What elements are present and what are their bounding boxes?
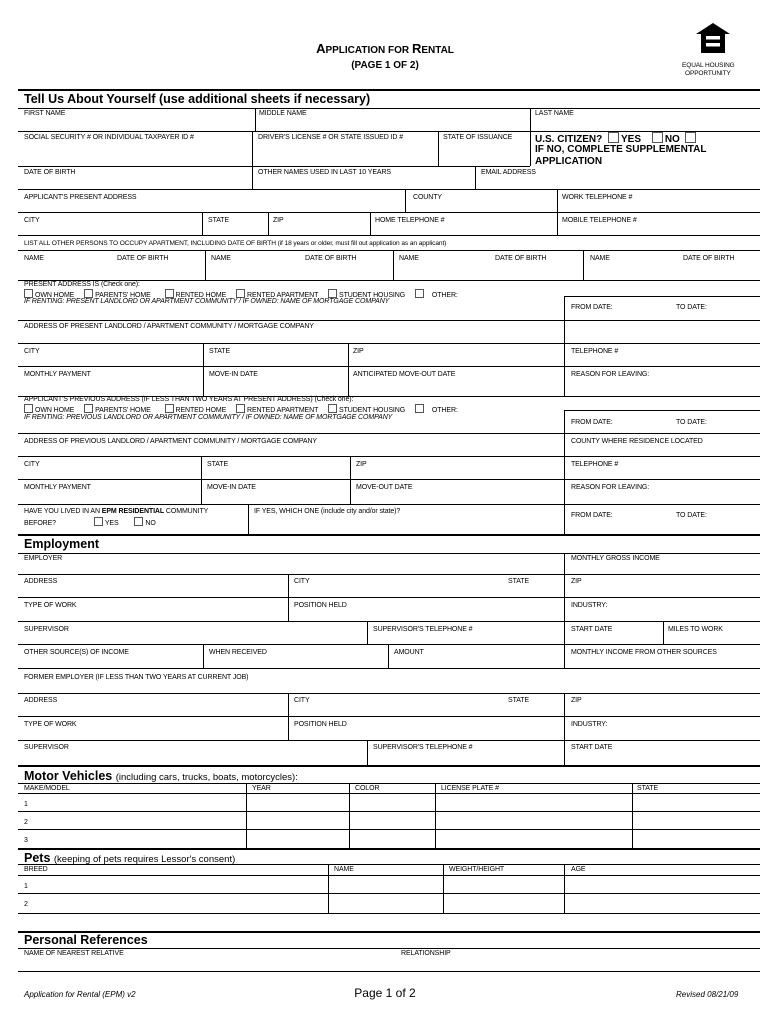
present-zip-label: ZIP	[353, 348, 364, 355]
emp-miles-label: MILES TO WORK	[668, 626, 723, 633]
occupant-name-label: NAME	[211, 255, 231, 262]
other-checkbox[interactable]	[415, 289, 424, 298]
license-label: DRIVER'S LICENSE # OR STATE ISSUED ID #	[258, 134, 403, 141]
vehicle-color-label: COLOR	[355, 785, 380, 792]
footer-revised: Revised 08/21/09	[676, 990, 739, 999]
city-label: CITY	[24, 217, 40, 224]
emp-supervisor-label: SUPERVISOR	[24, 626, 69, 633]
prev-rented-home-checkbox[interactable]	[165, 404, 174, 413]
present-city-label: CITY	[24, 348, 40, 355]
present-telephone-label: TELEPHONE #	[571, 348, 619, 355]
pet-weight-label: WEIGHT/HEIGHT	[449, 866, 505, 873]
emp-position-label: POSITION HELD	[294, 602, 347, 609]
occupant-dob-label: DATE OF BIRTH	[117, 255, 169, 262]
motor-title: Motor Vehicles	[24, 769, 113, 783]
relationship-label: RELATIONSHIP	[401, 950, 451, 957]
other-names-label: OTHER NAMES USED IN LAST 10 YEARS	[258, 169, 391, 176]
title-part: ENTAL	[421, 45, 454, 56]
prev-parents-home-checkbox[interactable]	[84, 404, 93, 413]
present-to-date-label: TO DATE:	[676, 304, 707, 311]
previous-intro: APPLICANT'S PREVIOUS ADDRESS (IF LESS THAN TWO YEARS AT PRESENT ADDRESS) (Check one):	[24, 396, 354, 403]
ssn-label: SOCIAL SECURITY # OR INDIVIDUAL TAXPAYER ID #	[24, 134, 194, 141]
emp-supervisor-phone-label: SUPERVISOR'S TELEPHONE #	[373, 626, 473, 633]
emp-start-label: START DATE	[571, 626, 613, 633]
vehicle-state-label: STATE	[637, 785, 659, 792]
state-issuance-label: STATE OF ISSUANCE	[443, 134, 513, 141]
previous-landlord-label: IF RENTING: PREVIOUS LANDLORD OR APARTMENT COMMUNITY / IF OWNED: NAME OF MORTGAGE COMPANY	[24, 414, 393, 421]
citizen-no-checkbox[interactable]	[652, 132, 663, 143]
epm-yes-checkbox[interactable]	[94, 517, 103, 526]
former-employer-label: FORMER EMPLOYER (IF LESS THAN TWO YEARS AT CURRENT JOB)	[24, 674, 249, 681]
present-move-in-label: MOVE-IN DATE	[209, 371, 258, 378]
present-landlord-address-label: ADDRESS OF PRESENT LANDLORD / APARTMENT COMMUNITY / MORTGAGE COMPANY	[24, 323, 314, 330]
middle-name-label: MIDDLE NAME	[259, 110, 307, 117]
former-supervisor-label: SUPERVISOR	[24, 744, 69, 751]
option-label: OWN HOME	[35, 292, 75, 299]
title-part: A	[316, 41, 326, 56]
occupant-dob-label: DATE OF BIRTH	[305, 255, 357, 262]
page-subtitle: (PAGE 1 OF 2)	[351, 60, 419, 71]
previous-from-date-label: FROM DATE:	[571, 419, 613, 426]
option-label: PARENTS' HOME	[95, 407, 151, 414]
occupant-dob-label: DATE OF BIRTH	[683, 255, 735, 262]
option-label: RENTED APARTMENT	[247, 292, 319, 299]
home-phone-label: HOME TELEPHONE #	[375, 217, 445, 224]
option-label: OTHER:	[431, 292, 458, 299]
previous-reason-label: REASON FOR LEAVING:	[571, 484, 650, 491]
eho-line2: OPPORTUNITY	[685, 70, 731, 77]
epm-before-row	[24, 517, 156, 528]
epm-from-date-label: FROM DATE:	[571, 512, 613, 519]
epm-which-label: IF YES, WHICH ONE (include city and/or state)?	[254, 508, 401, 515]
epm-no-label: NO	[145, 520, 156, 527]
present-move-out-label: ANTICIPATED MOVE-OUT DATE	[353, 371, 456, 378]
previous-landlord-address-label: ADDRESS OF PREVIOUS LANDLORD / APARTMENT COMMUNITY / MORTGAGE COMPANY	[24, 438, 317, 445]
former-industry-label: INDUSTRY:	[571, 721, 608, 728]
pet-name-label: NAME	[334, 866, 354, 873]
option-label: OTHER:	[431, 407, 458, 414]
option-label: RENTED APARTMENT	[247, 407, 319, 414]
own-home-checkbox[interactable]	[24, 289, 33, 298]
present-from-date-label: FROM DATE:	[571, 304, 613, 311]
previous-state-label: STATE	[207, 461, 229, 468]
vehicle-row-number: 3	[24, 837, 28, 844]
emp-zip-label: ZIP	[571, 578, 582, 585]
mobile-phone-label: MOBILE TELEPHONE #	[562, 217, 637, 224]
epm-yes-label: YES	[104, 520, 119, 527]
previous-telephone-label: TELEPHONE #	[571, 461, 619, 468]
occupant-name-label: NAME	[590, 255, 610, 262]
citizen-no-label: NO	[664, 134, 680, 145]
pet-age-label: AGE	[571, 866, 586, 873]
occupants-label: LIST ALL OTHER PERSONS TO OCCUPY APARTMENT, INCLUDING DATE OF BIRTH (if 18 years or older, must fill out application as an applicant)	[24, 240, 447, 247]
former-city-label: CITY	[294, 697, 310, 704]
section-employment-title: Employment	[24, 537, 100, 551]
present-landlord-label: IF RENTING: PRESENT LANDLORD OR APARTMENT COMMUNITY / IF OWNED: NAME OF MORTGAGE COMPANY	[24, 298, 390, 305]
citizen-no-box[interactable]	[685, 132, 696, 143]
vehicle-row-number: 1	[24, 801, 28, 808]
rented-apartment-checkbox[interactable]	[236, 289, 245, 298]
rented-home-checkbox[interactable]	[165, 289, 174, 298]
monthly-other-label: MONTHLY INCOME FROM OTHER SOURCES	[571, 649, 717, 656]
work-phone-label: WORK TELEPHONE #	[562, 194, 633, 201]
previous-city-label: CITY	[24, 461, 40, 468]
epm-q-part: COMMUNITY	[164, 508, 209, 515]
option-label: STUDENT HOUSING	[339, 407, 406, 414]
option-label: STUDENT HOUSING	[339, 292, 406, 299]
nearest-relative-label: NAME OF NEAREST RELATIVE	[24, 950, 124, 957]
equal-housing-icon	[695, 22, 731, 54]
former-position-label: POSITION HELD	[294, 721, 347, 728]
present-intro: PRESENT ADDRESS IS (Check one):	[24, 281, 140, 288]
vehicle-make-label: MAKE/MODEL	[24, 785, 70, 792]
emp-address-label: ADDRESS	[24, 578, 58, 585]
emp-state-label: STATE	[508, 578, 530, 585]
prev-own-home-checkbox[interactable]	[24, 404, 33, 413]
occupant-dob-label: DATE OF BIRTH	[495, 255, 547, 262]
emp-type-label: TYPE OF WORK	[24, 602, 77, 609]
epm-q-part: HAVE YOU LIVED IN AN	[24, 508, 102, 515]
former-zip-label: ZIP	[571, 697, 582, 704]
option-label: RENTED HOME	[175, 292, 227, 299]
present-monthly-payment-label: MONTHLY PAYMENT	[24, 371, 91, 378]
footer-page-number: Page 1 of 2	[354, 986, 416, 1000]
former-supervisor-phone-label: SUPERVISOR'S TELEPHONE #	[373, 744, 473, 751]
epm-no-checkbox[interactable]	[134, 517, 143, 526]
epm-q-bold: EPM RESIDENTIAL	[101, 508, 165, 515]
eho-line1: EQUAL HOUSING	[682, 62, 735, 69]
pet-row-number: 1	[24, 883, 28, 890]
page-title	[0, 41, 770, 56]
former-address-label: ADDRESS	[24, 697, 58, 704]
parents-home-checkbox[interactable]	[84, 289, 93, 298]
previous-move-out-label: MOVE-OUT DATE	[356, 484, 413, 491]
previous-county-label: COUNTY WHERE RESIDENCE LOCATED	[571, 438, 703, 445]
email-label: EMAIL ADDRESS	[481, 169, 536, 176]
prev-other-checkbox[interactable]	[415, 404, 424, 413]
first-name-label: FIRST NAME	[24, 110, 66, 117]
footer-form-id: Application for Rental (EPM) v2	[24, 990, 136, 999]
emp-industry-label: INDUSTRY:	[571, 602, 608, 609]
pets-note: (keeping of pets requires Lessor's consent)	[53, 854, 236, 865]
epm-to-date-label: TO DATE:	[676, 512, 707, 519]
present-state-label: STATE	[209, 348, 231, 355]
vehicle-row-number: 2	[24, 819, 28, 826]
gross-income-label: MONTHLY GROSS INCOME	[571, 555, 660, 562]
last-name-label: LAST NAME	[535, 110, 574, 117]
present-reason-label: REASON FOR LEAVING:	[571, 371, 650, 378]
citizen-note-2: APPLICATION	[535, 156, 603, 167]
previous-zip-label: ZIP	[356, 461, 367, 468]
epm-before-label: BEFORE?	[24, 520, 56, 527]
former-start-label: START DATE	[571, 744, 613, 751]
option-label: PARENTS' HOME	[95, 292, 151, 299]
occupant-name-label: NAME	[399, 255, 419, 262]
when-received-label: WHEN RECEIVED	[209, 649, 267, 656]
state-label: STATE	[208, 217, 230, 224]
other-income-label: OTHER SOURCE(S) OF INCOME	[24, 649, 129, 656]
employer-label: EMPLOYER	[24, 555, 63, 562]
pets-title: Pets	[24, 851, 51, 865]
previous-move-in-label: MOVE-IN DATE	[207, 484, 256, 491]
previous-to-date-label: TO DATE:	[676, 419, 707, 426]
prev-rented-apartment-checkbox[interactable]	[236, 404, 245, 413]
county-label: COUNTY	[413, 194, 442, 201]
citizen-note-1: IF NO, COMPLETE SUPPLEMENTAL	[535, 144, 707, 155]
student-housing-checkbox[interactable]	[328, 289, 337, 298]
zip-label: ZIP	[273, 217, 284, 224]
option-label: RENTED HOME	[175, 407, 227, 414]
vehicle-plate-label: LICENSE PLATE #	[441, 785, 499, 792]
former-state-label: STATE	[508, 697, 530, 704]
pet-breed-label: BREED	[24, 866, 48, 873]
section-references-title: Personal References	[24, 933, 148, 947]
citizen-yes-label: YES	[621, 134, 642, 145]
emp-city-label: CITY	[294, 578, 310, 585]
title-part: PPLICATION FOR	[325, 45, 412, 56]
amount-label: AMOUNT	[394, 649, 424, 656]
occupant-name-label: NAME	[24, 255, 44, 262]
vehicle-year-label: YEAR	[252, 785, 271, 792]
title-part: R	[411, 41, 422, 56]
dob-label: DATE OF BIRTH	[24, 169, 76, 176]
section-about-title: Tell Us About Yourself (use additional sheets if necessary)	[24, 92, 371, 106]
motor-note: (including cars, trucks, boats, motorcycles):	[115, 772, 298, 783]
citizen-yes-checkbox[interactable]	[608, 132, 619, 143]
previous-monthly-payment-label: MONTHLY PAYMENT	[24, 484, 91, 491]
present-address-label: APPLICANT'S PRESENT ADDRESS	[24, 194, 137, 201]
epm-question	[24, 508, 208, 516]
option-label: OWN HOME	[35, 407, 75, 414]
pet-row-number: 2	[24, 901, 28, 908]
prev-student-housing-checkbox[interactable]	[328, 404, 337, 413]
former-type-label: TYPE OF WORK	[24, 721, 77, 728]
citizen-label: U.S. CITIZEN?	[535, 134, 603, 145]
